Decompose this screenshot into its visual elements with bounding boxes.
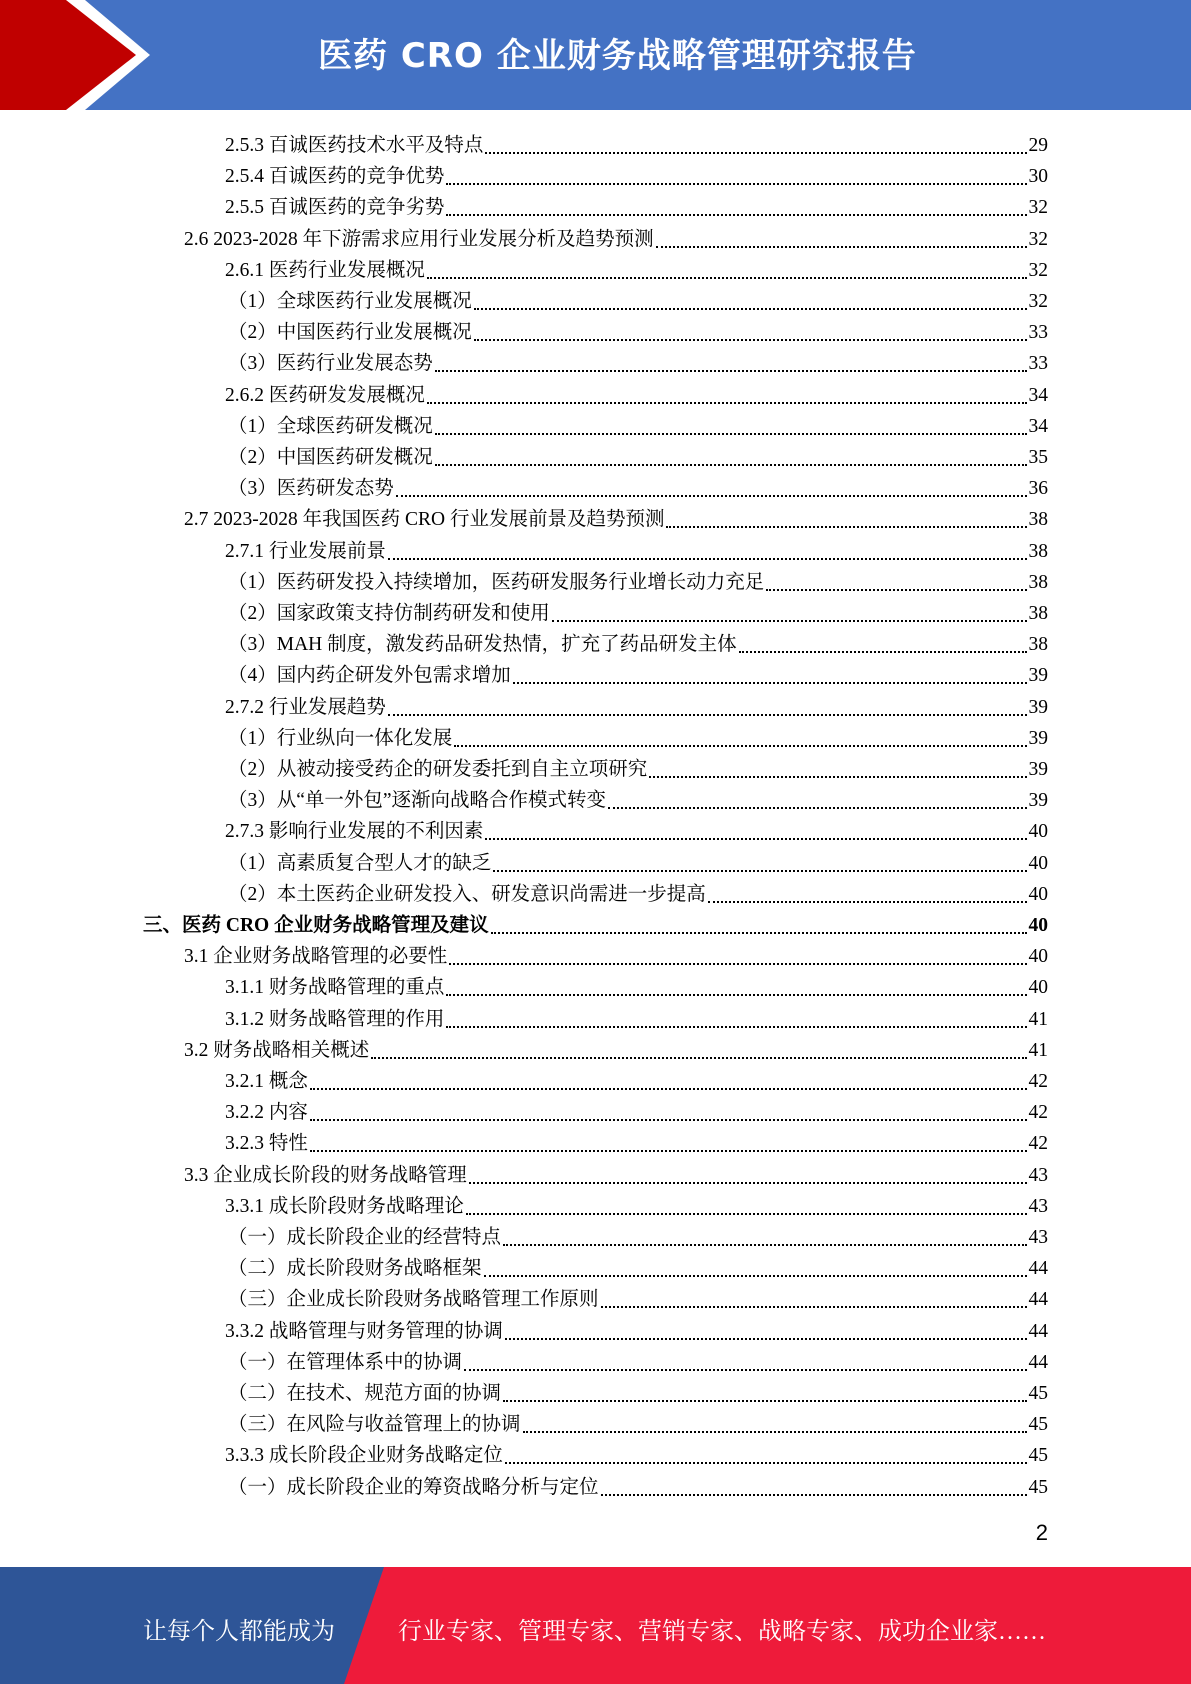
toc-entry[interactable] bbox=[225, 813, 1048, 844]
toc-leader-dots bbox=[435, 433, 1027, 435]
toc-leader-dots bbox=[503, 1400, 1026, 1402]
toc-leader-dots bbox=[474, 339, 1027, 341]
toc-leader-dots bbox=[435, 464, 1027, 466]
toc-entry[interactable] bbox=[228, 1344, 1048, 1375]
toc-entry-title: 2.5.5 百诚医药的竞争劣势 bbox=[225, 197, 445, 219]
toc-entry-page: 33 bbox=[1028, 322, 1048, 344]
toc-entry-title: （2）中国医药研发概况 bbox=[228, 447, 433, 468]
toc-entry[interactable] bbox=[225, 1001, 1048, 1032]
toc-entry-page: 41 bbox=[1028, 1039, 1048, 1061]
toc-entry-title: （1）行业纵向一体化发展 bbox=[228, 727, 453, 749]
toc-entry-title: （3）MAH 制度，激发药品研发热情，扩充了药品研发主体 bbox=[228, 634, 737, 656]
toc-entry-title: 2.7.2 行业发展趋势 bbox=[225, 696, 386, 718]
toc-entry[interactable] bbox=[228, 1219, 1048, 1250]
toc-entry-title: 2.7.1 行业发展前景 bbox=[225, 540, 386, 562]
toc-entry-page: 45 bbox=[1028, 1476, 1048, 1498]
report-title: 医药 CRO 企业财务战略管理研究报告 bbox=[318, 36, 917, 76]
toc-entry-page: 32 bbox=[1028, 291, 1048, 312]
toc-entry-title: 2.6 2023-2028 年下游需求应用行业发展分析及趋势预测 bbox=[184, 228, 654, 250]
toc-entry[interactable] bbox=[225, 252, 1048, 283]
toc-leader-dots bbox=[310, 1150, 1027, 1152]
toc-entry-page: 38 bbox=[1028, 509, 1048, 531]
toc-entry-title: （1）全球医药研发概况 bbox=[228, 415, 433, 437]
toc-leader-dots bbox=[608, 807, 1026, 809]
toc-entry-page: 38 bbox=[1028, 634, 1048, 656]
toc-leader-dots bbox=[491, 932, 1027, 934]
toc-entry-title: 3.1.2 财务战略管理的作用 bbox=[225, 1008, 445, 1030]
toc-entry-title: 3.1.1 财务战略管理的重点 bbox=[225, 977, 445, 999]
toc-entry-title: 2.7 2023-2028 年我国医药 CRO 行业发展前景及趋势预测 bbox=[184, 509, 665, 531]
toc-entry[interactable] bbox=[225, 1125, 1048, 1156]
page-footer bbox=[0, 1567, 1191, 1684]
toc-entry-page: 40 bbox=[1028, 821, 1048, 843]
toc-entry-page: 43 bbox=[1028, 1227, 1048, 1248]
toc-entry-page: 32 bbox=[1028, 197, 1048, 219]
toc-leader-dots bbox=[505, 1338, 1027, 1340]
toc-entry[interactable] bbox=[225, 533, 1048, 564]
toc-leader-dots bbox=[310, 1088, 1027, 1090]
toc-entry-page: 43 bbox=[1028, 1164, 1048, 1186]
toc-entry-page: 39 bbox=[1028, 759, 1048, 780]
toc-entry-page: 45 bbox=[1028, 1414, 1048, 1436]
toc-leader-dots bbox=[474, 308, 1027, 310]
toc-entry[interactable] bbox=[228, 782, 1048, 813]
toc-entry-page: 44 bbox=[1028, 1351, 1048, 1373]
toc-entry-title: （一）成长阶段企业的经营特点 bbox=[228, 1227, 502, 1248]
toc-entry[interactable] bbox=[225, 1188, 1048, 1219]
toc-entry-page: 39 bbox=[1028, 665, 1048, 687]
toc-entry-page: 40 bbox=[1028, 883, 1048, 905]
toc-entry-page: 45 bbox=[1028, 1383, 1048, 1404]
toc-entry[interactable] bbox=[225, 1094, 1048, 1125]
toc-entry-title: （3）从“单一外包”逐渐向战略合作模式转变 bbox=[228, 790, 607, 812]
toc-entry[interactable] bbox=[184, 1157, 1048, 1188]
toc-entry[interactable] bbox=[228, 1250, 1048, 1281]
toc-entry[interactable] bbox=[228, 720, 1048, 751]
toc-leader-dots bbox=[484, 1275, 1027, 1277]
toc-entry-page: 39 bbox=[1028, 696, 1048, 718]
toc-entry-page: 40 bbox=[1028, 946, 1048, 968]
toc-entry-title: 2.5.4 百诚医药的竞争优势 bbox=[225, 166, 445, 188]
toc-entry[interactable] bbox=[225, 127, 1048, 158]
toc-leader-dots bbox=[435, 370, 1027, 372]
toc-leader-dots bbox=[427, 277, 1027, 279]
toc-entry-title: （1）高素质复合型人才的缺乏 bbox=[228, 852, 492, 874]
toc-entry[interactable] bbox=[228, 751, 1048, 782]
toc-entry-title: （二）成长阶段财务战略框架 bbox=[228, 1258, 482, 1280]
toc-entry[interactable] bbox=[225, 689, 1048, 720]
footer-slogan-left: 让每个人都能成为 bbox=[143, 1619, 335, 1645]
toc-entry-page: 44 bbox=[1028, 1289, 1048, 1311]
toc-entry[interactable] bbox=[184, 501, 1048, 532]
toc-entry-page: 34 bbox=[1028, 384, 1048, 406]
toc-entry-page: 32 bbox=[1028, 228, 1048, 250]
toc-leader-dots bbox=[446, 214, 1026, 216]
toc-entry[interactable] bbox=[228, 439, 1048, 470]
toc-entry-title: 3.2 财务战略相关概述 bbox=[184, 1039, 370, 1061]
toc-entry-page: 42 bbox=[1028, 1102, 1048, 1124]
toc-entry[interactable] bbox=[228, 1406, 1048, 1437]
toc-entry[interactable] bbox=[225, 189, 1048, 220]
toc-entry[interactable] bbox=[225, 969, 1048, 1000]
toc-leader-dots bbox=[454, 745, 1026, 747]
toc-entry-title: 3.3.2 战略管理与财务管理的协调 bbox=[225, 1320, 503, 1342]
toc-entry-page: 44 bbox=[1028, 1258, 1048, 1280]
toc-entry-title: （2）本土医药企业研发投入、研发意识尚需进一步提高 bbox=[228, 883, 706, 905]
toc-leader-dots bbox=[766, 589, 1026, 591]
toc-entry-title: （2）国家政策支持仿制药研发和使用 bbox=[228, 603, 550, 624]
toc-entry[interactable] bbox=[228, 345, 1048, 376]
toc-entry-page: 39 bbox=[1028, 727, 1048, 749]
toc-leader-dots bbox=[493, 870, 1026, 872]
toc-leader-dots bbox=[739, 651, 1027, 653]
toc-leader-dots bbox=[469, 1182, 1027, 1184]
toc-leader-dots bbox=[708, 901, 1027, 903]
toc-leader-dots bbox=[446, 1026, 1026, 1028]
toc-entry-page: 30 bbox=[1028, 166, 1048, 188]
toc-leader-dots bbox=[446, 994, 1026, 996]
toc-leader-dots bbox=[503, 1244, 1026, 1246]
toc-entry[interactable] bbox=[225, 1063, 1048, 1094]
toc-entry-title: （三）企业成长阶段财务战略管理工作原则 bbox=[228, 1289, 599, 1311]
toc-leader-dots bbox=[371, 1057, 1026, 1059]
toc-entry-title: 2.5.3 百诚医药技术水平及特点 bbox=[225, 135, 484, 156]
toc-entry-title: 3.3 企业成长阶段的财务战略管理 bbox=[184, 1164, 467, 1186]
toc-leader-dots bbox=[513, 682, 1027, 684]
toc-entry-page: 42 bbox=[1028, 1071, 1048, 1092]
toc-entry-title: （三）在风险与收益管理上的协调 bbox=[228, 1414, 521, 1436]
toc-entry-page: 44 bbox=[1028, 1320, 1048, 1342]
toc-entry-page: 34 bbox=[1028, 415, 1048, 437]
toc-entry-title: （二）在技术、规范方面的协调 bbox=[228, 1383, 502, 1404]
toc-entry[interactable] bbox=[228, 657, 1048, 688]
toc-leader-dots bbox=[464, 1369, 1026, 1371]
toc-entry-page: 32 bbox=[1028, 259, 1048, 281]
toc-entry-title: （2）中国医药行业发展概况 bbox=[228, 322, 472, 344]
toc-entry[interactable] bbox=[225, 158, 1048, 189]
toc-entry[interactable] bbox=[228, 1375, 1048, 1406]
toc-entry-title: 3.3.1 成长阶段财务战略理论 bbox=[225, 1195, 464, 1217]
toc-entry-page: 40 bbox=[1028, 977, 1048, 999]
toc-entry-title: （1）全球医药行业发展概况 bbox=[228, 291, 472, 312]
toc-entry-title: （一）在管理体系中的协调 bbox=[228, 1351, 463, 1373]
toc-leader-dots bbox=[552, 620, 1027, 622]
toc-leader-dots bbox=[310, 1119, 1027, 1121]
toc-entry[interactable] bbox=[184, 1032, 1048, 1063]
toc-entry-title: 3.1 企业财务战略管理的必要性 bbox=[184, 946, 448, 968]
toc-leader-dots bbox=[485, 838, 1026, 840]
toc-entry-page: 29 bbox=[1028, 135, 1048, 156]
toc-entry[interactable] bbox=[184, 938, 1048, 969]
page-header bbox=[0, 0, 1191, 110]
toc-leader-dots bbox=[466, 1213, 1027, 1215]
toc-entry-page: 38 bbox=[1028, 571, 1048, 593]
toc-entry-title: 3.2.1 概念 bbox=[225, 1071, 308, 1092]
toc-entry[interactable] bbox=[225, 1313, 1048, 1344]
toc-entry-page: 38 bbox=[1028, 603, 1048, 624]
toc-entry-page: 45 bbox=[1028, 1445, 1048, 1467]
toc-entry-title: 3.3.3 成长阶段企业财务战略定位 bbox=[225, 1445, 503, 1467]
toc-entry-page: 40 bbox=[1028, 852, 1048, 874]
toc-entry-title: （一）成长阶段企业的筹资战略分析与定位 bbox=[228, 1476, 599, 1498]
toc-entry[interactable] bbox=[225, 377, 1048, 408]
toc-leader-dots bbox=[446, 183, 1026, 185]
toc-entry-page: 39 bbox=[1028, 790, 1048, 812]
toc-entry[interactable] bbox=[228, 1469, 1048, 1500]
toc-entry-page: 36 bbox=[1028, 478, 1048, 500]
toc-leader-dots bbox=[449, 963, 1026, 965]
toc-entry[interactable] bbox=[184, 221, 1048, 252]
toc-leader-dots bbox=[601, 1494, 1027, 1496]
toc-entry-title: 三、医药 CRO 企业财务战略管理及建议 bbox=[143, 915, 489, 936]
toc-entry-title: （4）国内药企研发外包需求增加 bbox=[228, 665, 511, 687]
toc-entry-title: （3）医药行业发展态势 bbox=[228, 353, 433, 375]
toc-entry[interactable] bbox=[228, 408, 1048, 439]
toc-entry-page: 41 bbox=[1028, 1008, 1048, 1030]
toc-leader-dots bbox=[666, 526, 1026, 528]
toc-entry[interactable] bbox=[143, 907, 1048, 938]
toc-entry-page: 35 bbox=[1028, 447, 1048, 468]
toc-entry-page: 40 bbox=[1028, 915, 1048, 936]
toc-entry[interactable] bbox=[228, 283, 1048, 314]
toc-leader-dots bbox=[485, 152, 1026, 154]
toc-entry-title: 3.2.2 内容 bbox=[225, 1102, 308, 1124]
toc-entry-title: （1）医药研发投入持续增加，医药研发服务行业增长动力充足 bbox=[228, 571, 765, 593]
toc-entry-title: 2.7.3 影响行业发展的不利因素 bbox=[225, 821, 484, 843]
page-number: 2 bbox=[1035, 1520, 1048, 1545]
toc-entry-page: 33 bbox=[1028, 353, 1048, 375]
toc-leader-dots bbox=[656, 246, 1027, 248]
toc-leader-dots bbox=[427, 402, 1027, 404]
toc-entry-page: 43 bbox=[1028, 1195, 1048, 1217]
toc-entry[interactable] bbox=[228, 564, 1048, 595]
toc-entry[interactable] bbox=[228, 470, 1048, 501]
toc-entry-page: 42 bbox=[1028, 1133, 1048, 1155]
toc-entry[interactable] bbox=[225, 1437, 1048, 1468]
toc-entry[interactable] bbox=[228, 876, 1048, 907]
header-chevron-red bbox=[0, 0, 138, 110]
toc-entry-page: 38 bbox=[1028, 540, 1048, 562]
toc-leader-dots bbox=[523, 1431, 1027, 1433]
toc-leader-dots bbox=[601, 1306, 1027, 1308]
toc-entry[interactable] bbox=[228, 626, 1048, 657]
toc-entry[interactable] bbox=[228, 595, 1048, 626]
toc-leader-dots bbox=[388, 714, 1027, 716]
toc-leader-dots bbox=[505, 1462, 1027, 1464]
toc-entry[interactable] bbox=[228, 845, 1048, 876]
toc-entry-title: 2.6.2 医药研发发展概况 bbox=[225, 384, 425, 406]
toc-leader-dots bbox=[396, 495, 1027, 497]
footer-slogan-right: 行业专家、管理专家、营销专家、战略专家、成功企业家…… bbox=[398, 1619, 1046, 1645]
toc-entry-title: 2.6.1 医药行业发展概况 bbox=[225, 259, 425, 281]
toc-entry[interactable] bbox=[228, 1281, 1048, 1312]
toc-leader-dots bbox=[388, 558, 1027, 560]
toc-entry-title: 3.2.3 特性 bbox=[225, 1133, 308, 1155]
toc-leader-dots bbox=[649, 776, 1026, 778]
toc-entry-title: （2）从被动接受药企的研发委托到自主立项研究 bbox=[228, 759, 648, 780]
toc-entry-title: （3）医药研发态势 bbox=[228, 478, 394, 500]
toc-entry[interactable] bbox=[228, 314, 1048, 345]
